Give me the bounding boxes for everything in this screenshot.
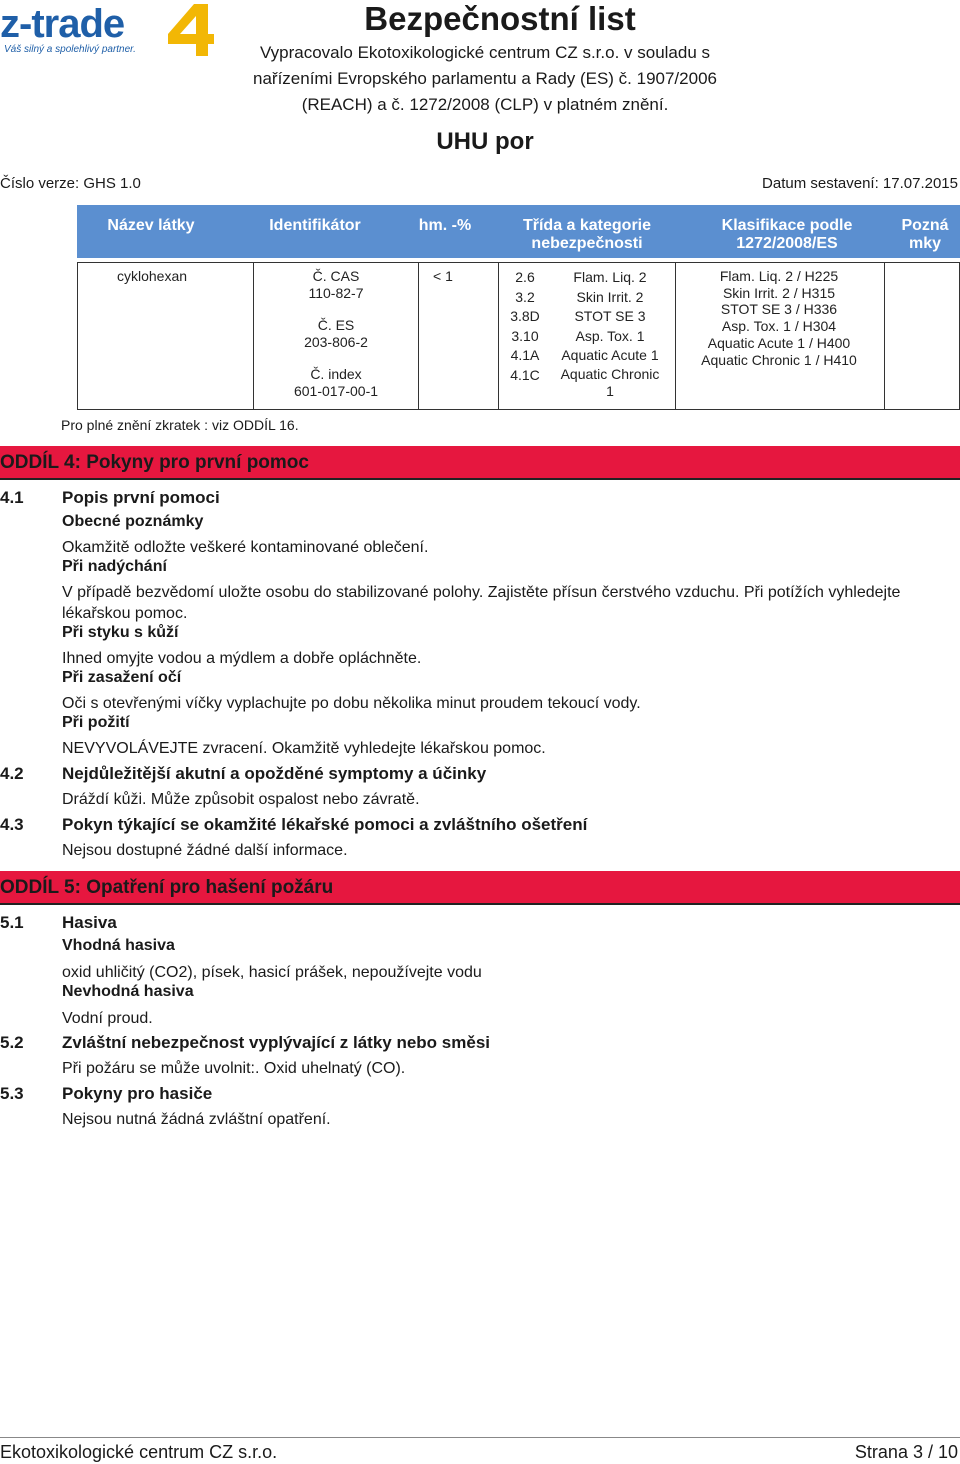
subsection-title: Pokyny pro hasiče — [62, 1084, 213, 1103]
logo-text: z-trade — [0, 2, 125, 46]
col-header-classification-line: 1272/2008/ES — [736, 235, 838, 252]
symptoms-text: Dráždí kůži. Může způsobit ospalost nebo závratě. — [62, 791, 420, 808]
class-name: Asp. Tox. 1 — [575, 327, 645, 344]
col-header-class-line: nebezpečnosti — [531, 235, 643, 252]
subsection-number: 5.2 — [0, 1033, 24, 1052]
footer-company: Ekotoxikologické centrum CZ s.r.o. — [0, 1442, 278, 1462]
logo-four-icon — [168, 4, 214, 56]
firefighter-advice-text: Nejsou nutná žádná zvláštní opatření. — [62, 1111, 331, 1128]
compilation-date: Datum sestavení: 17.07.2015 — [762, 175, 958, 192]
class-name: Aquatic Acute 1 — [561, 347, 659, 364]
class-code: 3.10 — [511, 327, 539, 344]
subtitle-line: nařízeními Evropského parlamentu a Rady (ES) č. 1907/2006 — [253, 69, 717, 88]
classification-entry: Aquatic Chronic 1 / H410 — [701, 351, 857, 368]
ingestion-text: NEVYVOLÁVEJTE zvracení. Okamžitě vyhledejte lékařskou pomoc. — [62, 740, 546, 757]
document-title: Bezpečnostní list — [364, 0, 636, 37]
skin-contact-text: Ihned omyjte vodou a mýdlem a dobře opláchněte. — [62, 650, 422, 667]
identifier-label: Č. CAS — [312, 268, 360, 284]
subsection-number: 5.1 — [0, 913, 24, 932]
identifier-label: Č. index — [310, 366, 362, 383]
subtitle-line: (REACH) a č. 1272/2008 (CLP) v platném znění. — [301, 95, 669, 114]
suitable-media-heading: Vhodná hasiva — [62, 937, 175, 954]
col-header-class — [497, 217, 677, 253]
identifier-value: 203-806-2 — [304, 333, 368, 350]
subsection-number: 4.3 — [0, 815, 24, 834]
ingestion-heading: Při požití — [62, 714, 130, 731]
unsuitable-media-text: Vodní proud. — [62, 1010, 153, 1027]
classification-entry: Asp. Tox. 1 / H304 — [721, 318, 837, 335]
class-name: 1 — [606, 382, 614, 399]
table-row — [77, 262, 960, 410]
medical-attention-text: Nejsou dostupné žádné další informace. — [62, 842, 348, 859]
table-header — [77, 205, 960, 258]
classification-entry: Skin Irrit. 2 / H315 — [722, 284, 836, 301]
subsection-number: 4.1 — [0, 488, 24, 507]
subsection-title: Pokyn týkající se okamžité lékařské pomoci a zvláštního ošetření — [62, 815, 588, 834]
subsection-title: Nejdůležitější akutní a opožděné symptomy a účinky — [62, 764, 487, 783]
suitable-media-text: oxid uhličitý (CO2), písek, hasicí prášek, nepoužívejte vodu — [62, 964, 482, 981]
general-notes-text: Okamžitě odložte veškeré kontaminované oblečení. — [62, 539, 429, 556]
subtitle-line: Vypracovalo Ekotoxikologické centrum CZ s.r.o. v souladu s — [259, 43, 711, 62]
column-divider — [884, 263, 885, 409]
col-header-notes-line: mky — [908, 235, 942, 252]
class-name: Skin Irrit. 2 — [576, 288, 644, 305]
classification-entry: Aquatic Acute 1 / H400 — [707, 334, 851, 351]
subsection-number: 5.3 — [0, 1084, 24, 1103]
class-code: 3.2 — [515, 288, 535, 305]
class-code: 2.6 — [515, 269, 535, 285]
column-divider — [418, 263, 419, 409]
skin-contact-heading: Při styku s kůží — [62, 624, 179, 641]
inhalation-text: V případě bezvědomí uložte osobu do stabilizované polohy. Zajistěte přísun čerstvého vzduchu. Při potížích vyhledejte lékařskou pomoc. — [62, 584, 901, 622]
col-header-notes — [890, 217, 960, 253]
col-header-classification — [687, 217, 887, 253]
eye-contact-text: Oči s otevřenými víčky vyplachujte po dobu několika minut proudem tekoucí vody. — [62, 695, 641, 712]
inhalation-heading: Při nadýchání — [62, 558, 167, 575]
subsection-title: Hasiva — [62, 913, 117, 932]
class-code: 4.1A — [510, 347, 540, 364]
eye-contact-heading: Při zasažení očí — [62, 669, 182, 686]
cell-classification — [676, 268, 882, 368]
company-logo — [0, 2, 220, 62]
class-name: STOT SE 3 — [574, 308, 646, 325]
cell-identifiers — [254, 268, 418, 400]
spacer — [254, 350, 418, 366]
col-header-classification-line: Klasifikace podle — [721, 217, 853, 234]
cell-class-names — [552, 268, 668, 400]
identifier-value: 110-82-7 — [308, 284, 364, 301]
class-name: Flam. Liq. 2 — [573, 269, 647, 285]
cell-class-codes — [500, 268, 550, 386]
class-name: Aquatic Chronic — [560, 365, 660, 382]
col-header-notes-line: Pozná — [901, 217, 949, 234]
col-header-identifier: Identifikátor — [269, 217, 361, 234]
class-code: 4.1C — [510, 366, 540, 383]
cell-substance-name: cyklohexan — [116, 268, 188, 284]
abbreviations-note: Pro plné znění zkratek : viz ODDÍL 16. — [61, 417, 299, 433]
product-name: UHU por — [436, 128, 534, 155]
col-header-class-line: Třída a kategorie — [522, 217, 652, 234]
cell-percent: < 1 — [433, 268, 453, 284]
col-header-percent: hm. -% — [418, 217, 472, 234]
identifier-label: Č. ES — [317, 317, 355, 334]
document-subtitle — [215, 40, 755, 118]
classification-entry: STOT SE 3 / H336 — [720, 301, 838, 318]
unsuitable-media-heading: Nevhodná hasiva — [62, 983, 194, 1000]
general-notes-heading: Obecné poznámky — [62, 513, 204, 530]
logo-tagline: Váš silný a spolehlivý partner. — [4, 44, 136, 55]
page-number: Strana 3 / 10 — [854, 1442, 958, 1462]
class-code: 3.8D — [510, 308, 540, 325]
subsection-number: 4.2 — [0, 764, 24, 783]
classification-entry: Flam. Liq. 2 / H225 — [719, 268, 839, 284]
subsection-title: Zvláštní nebezpečnost vyplývající z látky nebo směsi — [62, 1033, 490, 1052]
footer-divider — [0, 1437, 960, 1438]
section-4-title: ODDÍL 4: Pokyny pro první pomoc — [0, 452, 309, 473]
section-5-title: ODDÍL 5: Opatření pro hašení požáru — [0, 877, 334, 898]
special-hazards-text: Při požáru se může uvolnit:. Oxid uhelnatý (CO). — [62, 1060, 406, 1077]
subsection-title: Popis první pomoci — [62, 488, 220, 507]
identifier-value: 601-017-00-1 — [293, 382, 379, 399]
version-number: Číslo verze: GHS 1.0 — [0, 175, 141, 192]
col-header-name: Název látky — [107, 217, 195, 234]
spacer — [254, 301, 418, 317]
column-divider — [498, 263, 499, 409]
